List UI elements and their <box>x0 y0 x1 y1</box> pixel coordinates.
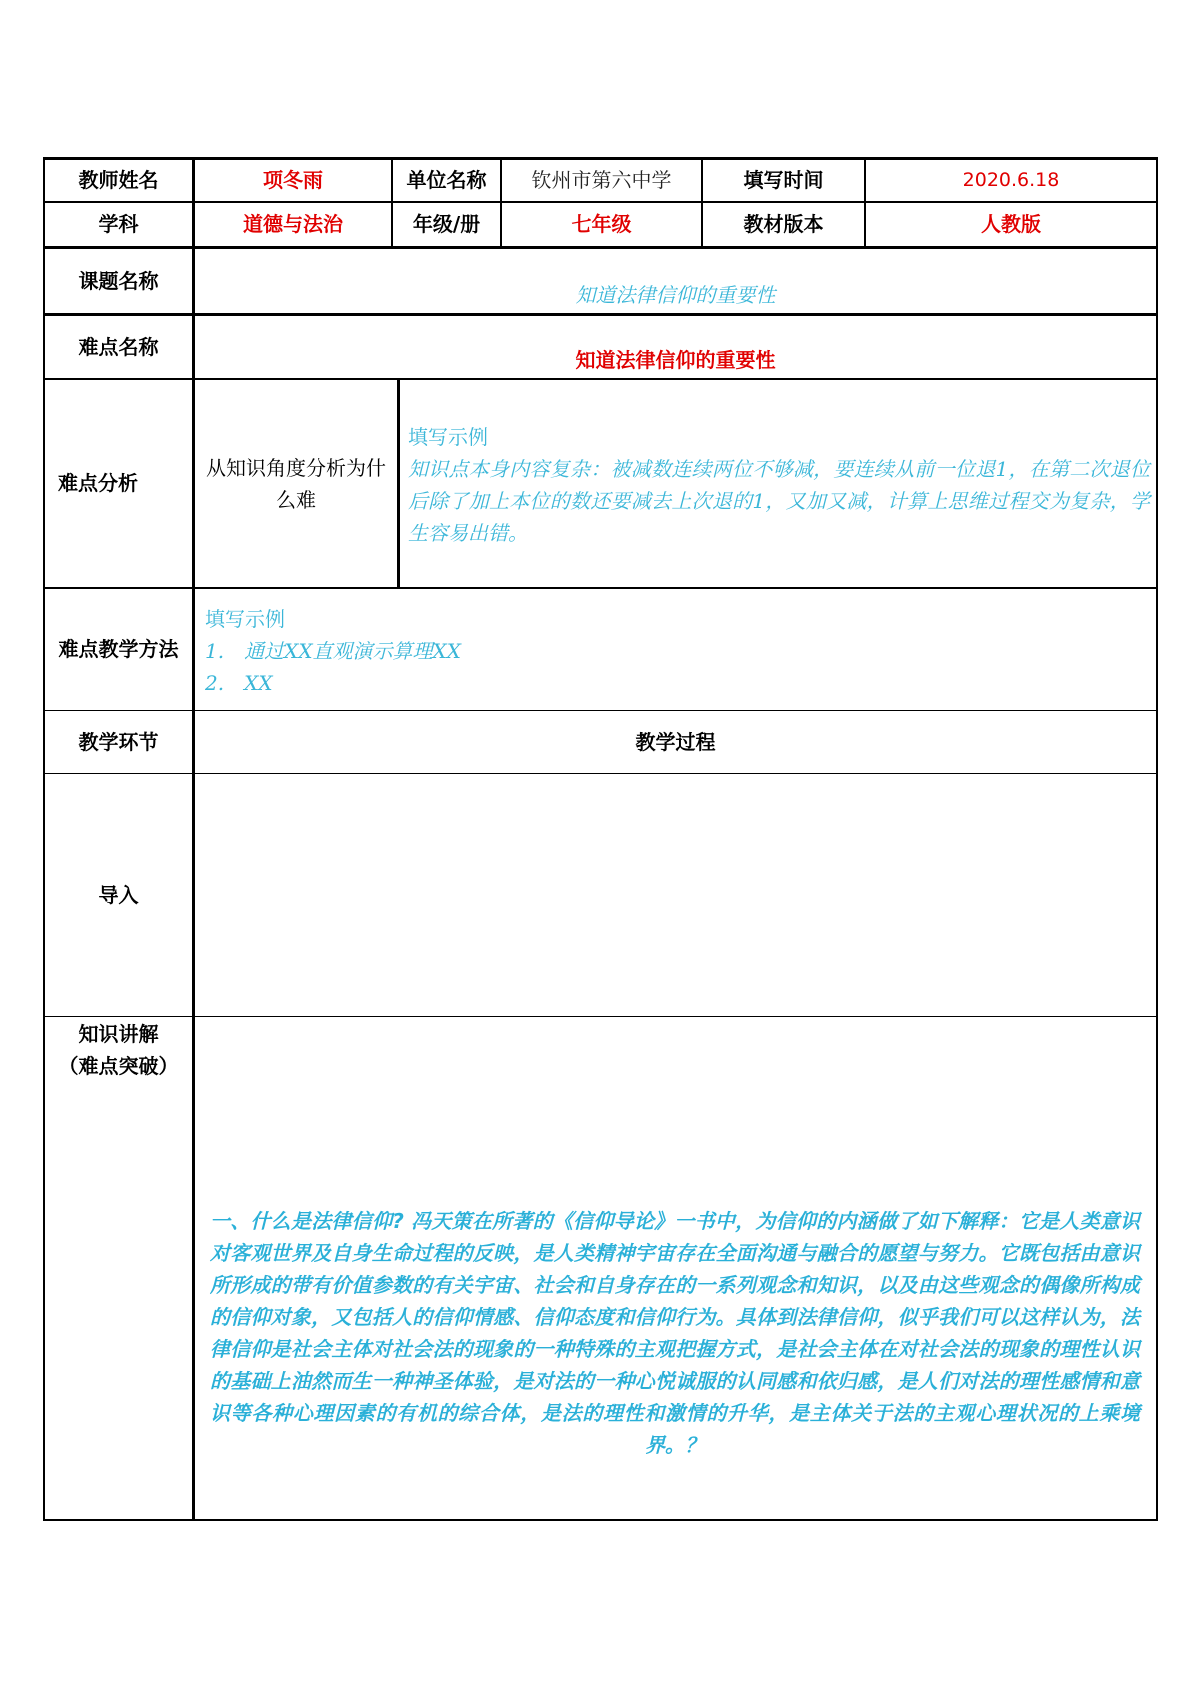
subject-label: 学科 <box>98 212 139 236</box>
knowledge-label-line1: 知识讲解 <box>78 1022 159 1046</box>
table-border-bottom <box>43 1519 1158 1521</box>
row-divider <box>43 246 1158 249</box>
edition-label: 教材版本 <box>743 212 824 236</box>
knowledge-text: 一、什么是法律信仰? 冯天策在所著的《信仰导论》一书中，为信仰的内涵做了如下解释：它是人类意识对客观世界及自身生命过程的反映，是人类精神宇宙存在全面沟通与融合的愿望与努力。它既包括由意识所形成的带有价值参数的有关宇宙、社会和自身存在的一系列观念和知识，以及由这些观念的偶像所构成的信仰对象，又包括人的信仰情感、信仰态度和信仰行为。具体到法律信仰，似乎我们可以这样认为，法律信仰是社会主体对社会法的现象的一种特殊的主观把握方式，是社会主体在对社会法的现象的理性认识的基础上油然而生一种神圣体验，是对法的一种心悦诚服的认同感和依归感，是人们对法的理性感情和意识等各种心理因素的有机的综合体，是法的理性和激情的升华，是主体关于法的主观心理状况的上乘境界。？ <box>210 1209 1140 1457</box>
method-label: 难点教学方法 <box>58 637 179 661</box>
unit-label: 单位名称 <box>406 168 487 192</box>
analysis-sub-label-text: 从知识角度分析为什么难 <box>206 455 386 512</box>
unit-value: 钦州市第六中学 <box>531 168 672 192</box>
process-header-value: 教学过程 <box>635 729 716 754</box>
difficulty-value: 知道法律信仰的重要性 <box>575 347 776 372</box>
process-stage-label: 教学环节 <box>78 729 159 754</box>
topic-value: 知道法律信仰的重要性 <box>575 282 776 307</box>
analysis-example-title: 填写示例 <box>408 425 488 449</box>
grade-value: 七年级 <box>571 212 632 236</box>
knowledge-label <box>45 1018 192 1082</box>
intro-label: 导入 <box>98 882 139 907</box>
grade-label: 年级/册 <box>412 212 481 236</box>
method-example-title: 填写示例 <box>205 607 285 631</box>
analysis-example <box>408 421 1150 549</box>
method-example <box>205 603 1145 699</box>
method-item: 1. 通过XX直观演示算理XX <box>205 639 462 663</box>
topic-label: 课题名称 <box>78 268 159 293</box>
edition-value: 人教版 <box>981 212 1041 236</box>
difficulty-label: 难点名称 <box>78 334 159 359</box>
knowledge-label-line2: （难点突破） <box>58 1054 179 1078</box>
method-item: 2. XX <box>205 671 273 695</box>
analysis-example-text: 知识点本身内容复杂：被减数连续两位不够减，要连续从前一位退1，在第二次退位后除了加上本位的数还要减去上次退的1，又加又减，计算上思维过程交为复杂，学生容易出错。 <box>408 457 1150 545</box>
date-value: 2020.6.18 <box>962 168 1060 191</box>
row-divider <box>43 1016 1158 1017</box>
subject-value: 道德与法治 <box>243 212 343 236</box>
analysis-sub-label <box>205 380 387 587</box>
table-border-right <box>1156 157 1158 1521</box>
date-label: 填写时间 <box>743 168 824 192</box>
intro-content[interactable] <box>195 774 1156 1016</box>
analysis-label: 难点分析 <box>58 471 138 495</box>
analysis-column-divider <box>397 379 400 589</box>
teacher-value: 项冬雨 <box>263 168 323 192</box>
row-divider <box>43 587 1158 589</box>
teacher-label: 教师姓名 <box>78 168 159 192</box>
